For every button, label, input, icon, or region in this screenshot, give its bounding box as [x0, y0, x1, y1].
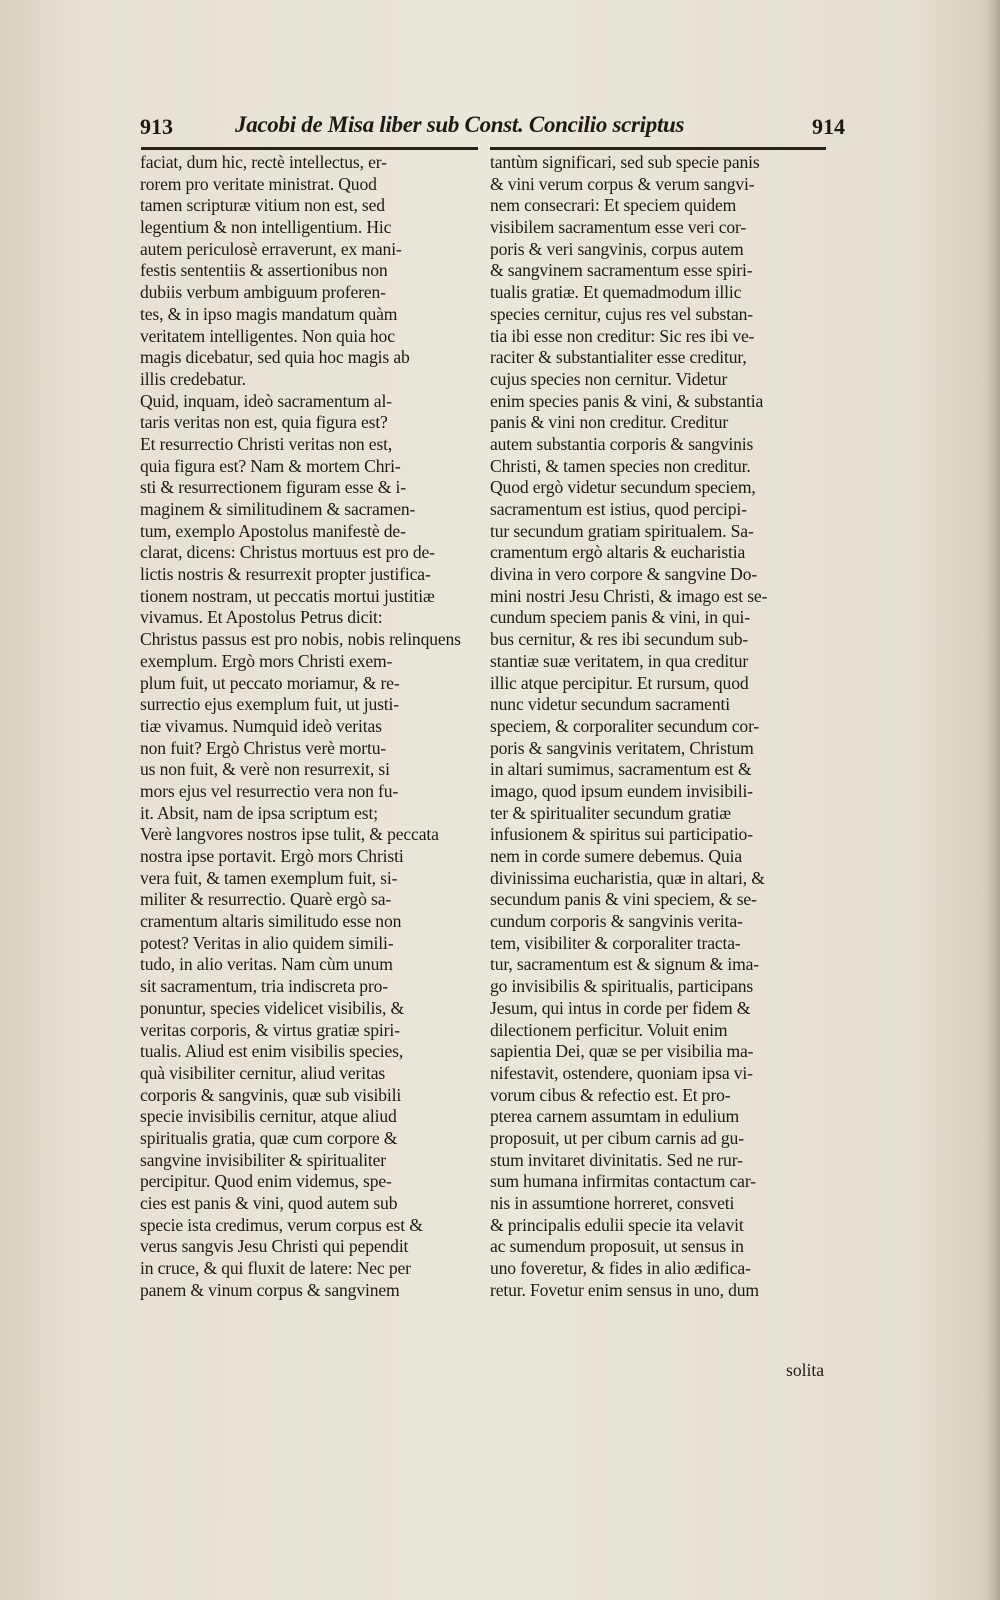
text-line: in altari sumimus, sacramentum est & — [490, 759, 752, 780]
header-rule-left — [141, 147, 478, 150]
text-line: Verè langvores nostros ipse tulit, & peccata — [140, 824, 439, 845]
text-line: festis sententiis & assertionibus non — [140, 260, 388, 281]
text-line: Quid, inquam, ideò sacramentum al- — [140, 390, 392, 411]
text-line: tur, sacramentum est & signum & ima- — [490, 954, 759, 975]
text-line: ponuntur, species videlicet visibilis, & — [140, 997, 405, 1018]
text-line: tualis. Aliud est enim visibilis species, — [140, 1041, 404, 1062]
text-line: sum humana infirmitas contactum car- — [490, 1171, 756, 1192]
text-line: percipitur. Quod enim videmus, spe- — [140, 1171, 392, 1192]
text-line: taris veritas non est, quia figura est? — [140, 412, 388, 433]
text-line: tiæ vivamus. Numquid ideò veritas — [140, 715, 382, 736]
page-edge-shadow — [986, 0, 1000, 1600]
text-line: tudo, in alio veritas. Nam cùm unum — [140, 954, 393, 975]
text-line: illic atque percipitur. Et rursum, quod — [490, 672, 749, 693]
text-line: imago, quod ipsum eundem invisibili- — [490, 780, 753, 801]
text-line: proposuit, ut per cibum carnis ad gu- — [490, 1127, 744, 1148]
text-line: uno foveretur, & fides in alio ædifica- — [490, 1258, 751, 1279]
text-line: & principalis edulii specie ita velavit — [490, 1214, 744, 1235]
text-line: spiritualis gratia, quæ cum corpore & — [140, 1127, 398, 1148]
text-line: mors ejus vel resurrectio vera non fu- — [140, 780, 399, 801]
text-line: autem substantia corporis & sangvinis — [490, 433, 754, 454]
text-line: verus sangvis Jesu Christi qui pependit — [140, 1236, 409, 1257]
text-line: dubiis verbum ambiguum proferen- — [140, 282, 386, 303]
text-line: divinissima eucharistia, quæ in altari, & — [490, 867, 765, 888]
text-line: bus cernitur, & res ibi secundum sub- — [490, 629, 749, 650]
text-line: infusionem & spiritus sui participatio- — [490, 824, 753, 845]
running-title: Jacobi de Misa liber sub Const. Concilio scriptus — [235, 112, 685, 137]
text-line: legentium & non intelligentium. Hic — [140, 217, 392, 238]
text-line: nem consecrari: Et speciem quidem — [490, 195, 737, 216]
text-line: secundum panis & vini speciem, & se- — [490, 889, 757, 910]
text-line: tantùm significari, sed sub specie panis — [490, 152, 760, 172]
text-line: faciat, dum hic, rectè intellectus, er- — [140, 152, 387, 172]
text-line: autem periculosè erraverunt, ex mani- — [140, 238, 402, 259]
text-line: cundum speciem panis & vini, in qui- — [490, 607, 750, 628]
text-line: militer & resurrectio. Quarè ergò sa- — [140, 889, 392, 910]
text-line: tum, exemplo Apostolus manifestè de- — [140, 520, 406, 541]
text-line: veritatem intelligentes. Non quia hoc — [140, 325, 395, 346]
text-line: Et resurrectio Christi veritas non est, — [140, 433, 393, 454]
text-line: it. Absit, nam de ipsa scriptum est; — [140, 802, 378, 823]
text-line: Quod ergò videtur secundum speciem, — [490, 477, 756, 498]
text-line: speciem, & corporaliter secundum cor- — [490, 715, 760, 736]
text-line: in cruce, & qui fluxit de latere: Nec per — [140, 1258, 411, 1279]
text-line: divina in vero corpore & sangvine Do- — [490, 564, 758, 585]
text-line: cramentum altaris similitudo esse non — [140, 911, 402, 932]
text-line: tamen scripturæ vitium non est, sed — [140, 195, 385, 216]
text-line: ter & spiritualiter secundum gratiæ — [490, 802, 732, 823]
page-number-left: 913 — [140, 114, 173, 139]
text-line: nostra ipse portavit. Ergò mors Christi — [140, 846, 404, 866]
text-line: veritas corporis, & virtus gratiæ spiri- — [140, 1019, 400, 1040]
text-line: magis dicebatur, sed quia hoc magis ab — [140, 347, 410, 368]
text-line: sti & resurrectionem figuram esse & i- — [140, 477, 406, 498]
text-line: vera fuit, & tamen exemplum fuit, si- — [140, 867, 398, 888]
text-line: potest? Veritas in alio quidem simili- — [140, 932, 394, 953]
text-line: raciter & substantialiter esse creditur, — [490, 347, 747, 368]
text-line: cundum corporis & sangvinis verita- — [490, 911, 743, 932]
text-line: tem, visibiliter & corporaliter tracta- — [490, 932, 741, 953]
page-header — [140, 114, 845, 144]
text-line: quà visibiliter cernitur, aliud veritas — [140, 1062, 386, 1083]
text-line: go invisibilis & spiritualis, participans — [490, 976, 754, 997]
left-text-column — [140, 152, 485, 1301]
text-line: cujus species non cernitur. Videtur — [490, 368, 728, 389]
text-line: nem in corde sumere debemus. Quia — [490, 846, 743, 866]
text-line: clarat, dicens: Christus mortuus est pro de- — [140, 542, 435, 563]
text-line: & vini verum corpus & verum sangvi- — [490, 173, 755, 194]
text-line: ac sumendum proposuit, ut sensus in — [490, 1236, 744, 1257]
text-line: nis in assumtione horreret, consveti — [490, 1193, 735, 1213]
text-line: cies est panis & vini, quod autem sub — [140, 1193, 398, 1213]
text-line: panis & vini non creditur. Creditur — [490, 412, 729, 433]
text-line: retur. Fovetur enim sensus in uno, dum — [490, 1279, 759, 1300]
text-line: Christus passus est pro nobis, nobis relinquens — [140, 629, 461, 650]
text-line: Christi, & tamen species non creditur. — [490, 455, 751, 476]
text-line: stantiæ suæ veritatem, in qua creditur — [490, 650, 749, 671]
text-line: Jesum, qui intus in corde per fidem & — [490, 997, 751, 1018]
text-line: maginem & similitudinem & sacramen- — [140, 499, 416, 519]
text-line: rorem pro veritate ministrat. Quod — [140, 173, 377, 194]
right-text-column — [490, 152, 835, 1301]
text-line: plum fuit, ut peccato moriamur, & re- — [140, 672, 400, 693]
text-line: exemplum. Ergò mors Christi exem- — [140, 650, 393, 671]
text-line: quia figura est? Nam & mortem Chri- — [140, 455, 401, 476]
text-line: stum invitaret divinitatis. Sed ne rur- — [490, 1149, 743, 1170]
text-line: specie ista credimus, verum corpus est & — [140, 1214, 423, 1235]
text-line: vorum cibus & refectio est. Et pro- — [490, 1084, 731, 1105]
text-line: cramentum ergò altaris & eucharistia — [490, 542, 746, 563]
text-line: poris & veri sangvinis, corpus autem — [490, 238, 744, 259]
text-line: enim species panis & vini, & substantia — [490, 390, 764, 411]
text-line: dilectionem perficitur. Voluit enim — [490, 1019, 728, 1040]
text-line: mini nostri Jesu Christi, & imago est se- — [490, 585, 768, 606]
text-line: surrectio ejus exemplum fuit, ut justi- — [140, 694, 399, 715]
text-line: sangvine invisibiliter & spiritualiter — [140, 1149, 386, 1170]
text-line: sacramentum est istius, quod percipi- — [490, 499, 747, 519]
text-line: tes, & in ipso magis mandatum quàm — [140, 303, 398, 324]
text-line: tia ibi esse non creditur: Sic res ibi ve- — [490, 325, 755, 346]
text-line: panem & vinum corpus & sangvinem — [140, 1279, 400, 1300]
text-line: species cernitur, cujus res vel substan- — [490, 303, 753, 324]
text-line: sit sacramentum, tria indiscreta pro- — [140, 976, 389, 997]
text-line: specie invisibilis cernitur, atque aliud — [140, 1106, 397, 1127]
text-line: sapientia Dei, quæ se per visibilia ma- — [490, 1041, 754, 1062]
text-line: corporis & sangvinis, quæ sub visibili — [140, 1084, 402, 1105]
text-line: vivamus. Et Apostolus Petrus dicit: — [140, 607, 383, 628]
text-line: poris & sangvinis veritatem, Christum — [490, 737, 754, 758]
text-line: us non fuit, & verè non resurrexit, si — [140, 759, 390, 780]
text-line: non fuit? Ergò Christus verè mortu- — [140, 737, 387, 758]
text-line: nifestavit, ostendere, quoniam ipsa vi- — [490, 1062, 753, 1083]
header-rule-right — [490, 147, 826, 150]
catchword: solita — [786, 1360, 825, 1380]
text-line: tualis gratiæ. Et quemadmodum illic — [490, 282, 742, 303]
text-line: nunc videtur secundum sacramenti — [490, 694, 730, 715]
text-line: tionem nostram, ut peccatis mortui justitiæ — [140, 585, 435, 606]
text-line: tur secundum gratiam spiritualem. Sa- — [490, 520, 754, 541]
page-number-right: 914 — [812, 114, 845, 139]
text-line: illis credebatur. — [140, 368, 246, 389]
text-line: lictis nostris & resurrexit propter justifica- — [140, 564, 431, 585]
text-line: & sangvinem sacramentum esse spiri- — [490, 260, 753, 281]
text-line: visibilem sacramentum esse veri cor- — [490, 217, 747, 238]
text-line: pterea carnem assumtam in edulium — [490, 1106, 740, 1127]
